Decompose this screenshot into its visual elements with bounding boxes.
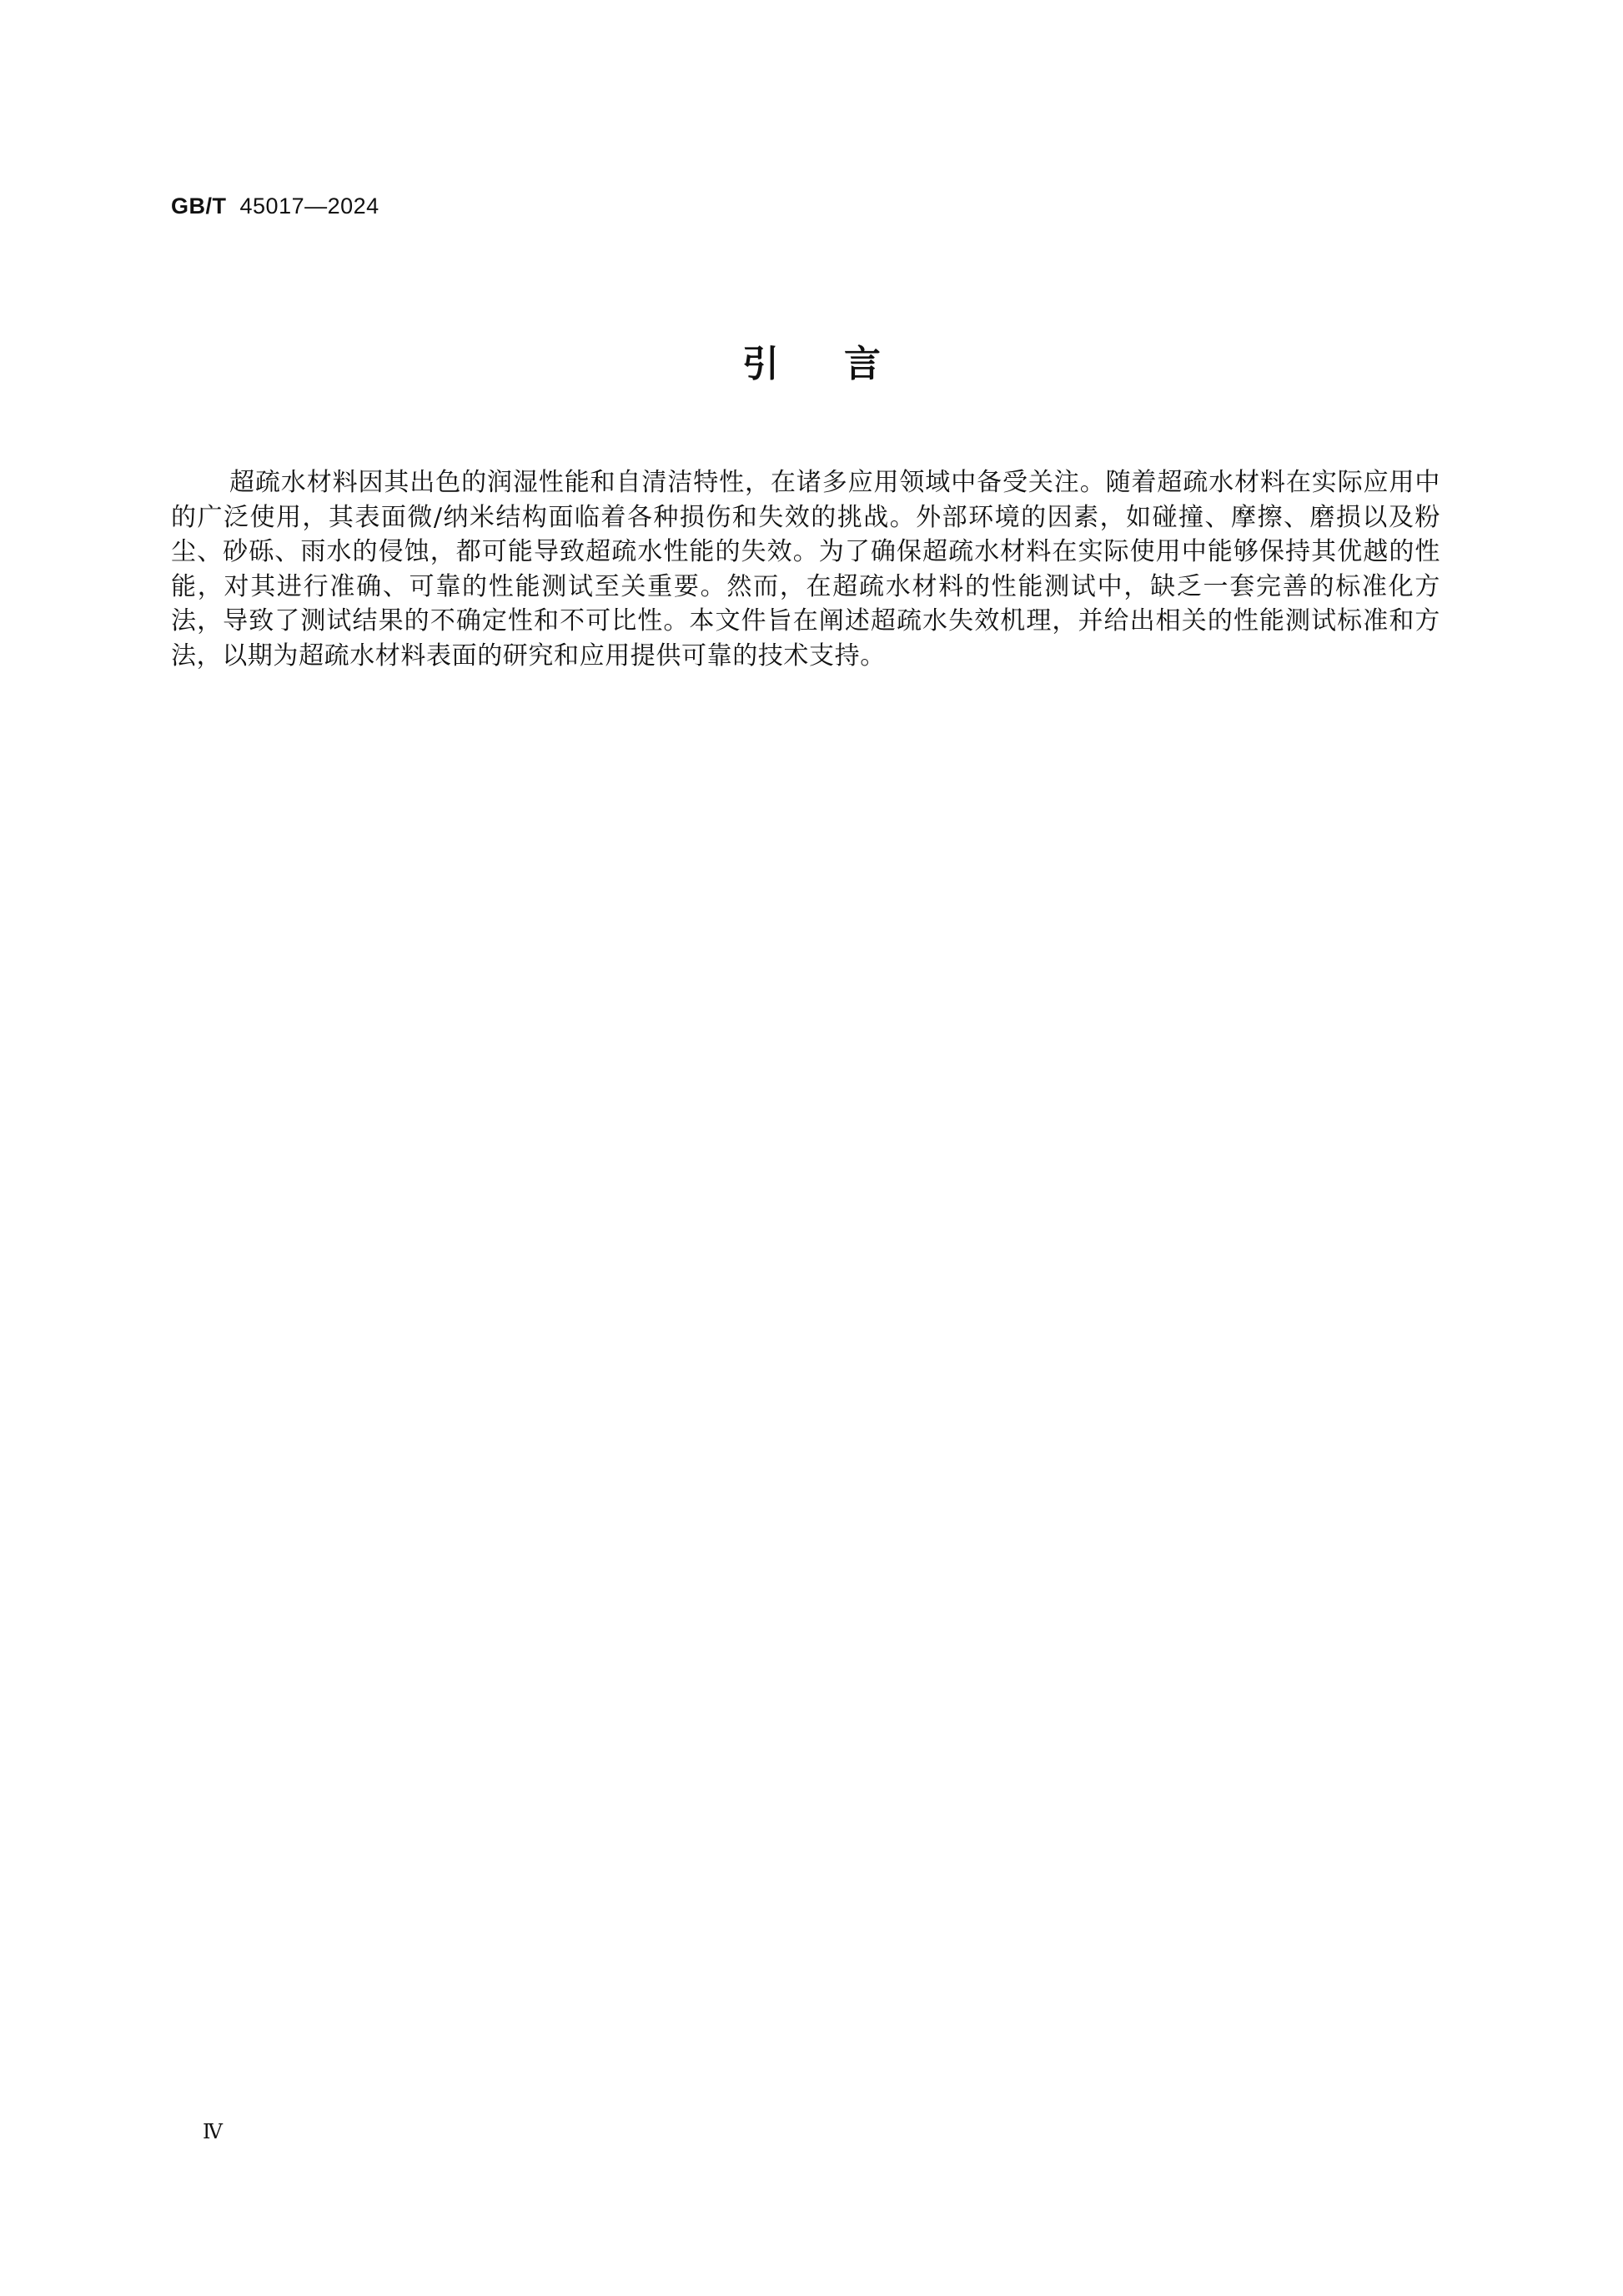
standard-code: GB/T [171,193,227,219]
introduction-paragraph: 超疏水材料因其出色的润湿性能和自清洁特性，在诸多应用领域中备受关注。随着超疏水材料在实际应用中的广泛使用，其表面微/纳米结构面临着各种损伤和失效的挑战。外部环境的因素，如碰撞、摩擦、磨损以及粉尘、砂砾、雨水的侵蚀，都可能导致超疏水性能的失效。为了确保超疏水材料在实际使用中能够保持其优越的性能，对其进行准确、可靠的性能测试至关重要。然而，在超疏水材料的性能测试中，缺乏一套完善的标准化方法，导致了测试结果的不确定性和不可比性。本文件旨在阐述超疏水失效机理，并给出相关的性能测试标准和方法，以期为超疏水材料表面的研究和应用提供可靠的技术支持。 [171,468,1440,671]
standard-header [171,193,379,219]
page-number: Ⅳ [203,2122,223,2143]
standard-number: 45017—2024 [239,193,379,219]
section-title: 引言 [742,343,946,385]
